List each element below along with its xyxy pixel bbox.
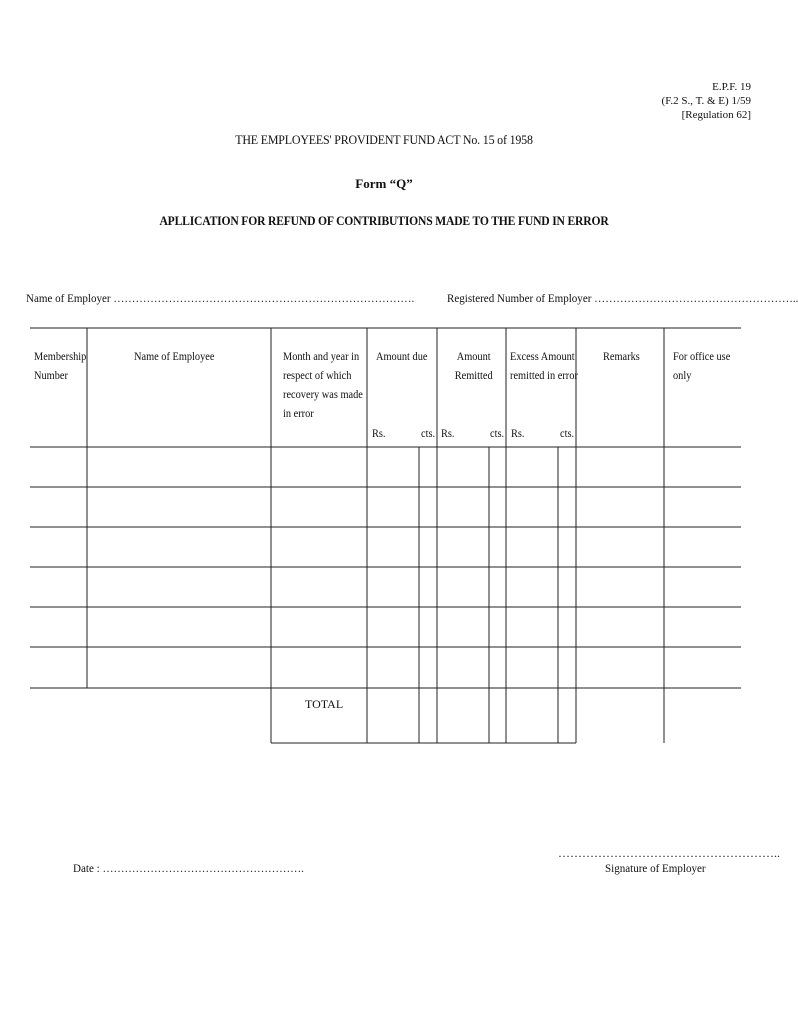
header-remarks: Remarks xyxy=(603,351,640,363)
application-title: APLLICATION FOR REFUND OF CONTRIBUTIONS MADE TO THE FUND IN ERROR xyxy=(159,214,609,228)
date-blank[interactable]: ………………………………………………. xyxy=(102,861,304,875)
header-excess-amount: Excess Amount remitted in error xyxy=(510,351,578,382)
amount-due-cts: cts. xyxy=(421,428,436,440)
amount-due-rs: Rs. xyxy=(372,428,386,440)
registered-number-field[interactable] xyxy=(447,291,798,306)
signature-blank[interactable]: ……………………………………………….. xyxy=(558,846,780,860)
employer-name-label: Name of Employer xyxy=(26,291,111,305)
registered-number-blank[interactable]: ……………………………………………….. xyxy=(594,291,798,305)
header-employee-name: Name of Employee xyxy=(134,351,215,363)
excess-amount-rs: Rs. xyxy=(511,428,525,440)
act-title: THE EMPLOYEES' PROVIDENT FUND ACT No. 15 of 1958 xyxy=(235,132,533,147)
form-code: E.P.F. 19 xyxy=(712,81,751,93)
employer-name-field[interactable] xyxy=(26,291,414,306)
signature-label: Signature of Employer xyxy=(605,861,706,875)
employer-name-blank[interactable]: ………………………………………………………………………. xyxy=(113,291,415,305)
amount-remitted-cts: cts. xyxy=(490,428,505,440)
header-amount-remitted: Amount Remitted xyxy=(454,351,493,382)
form-title: Form “Q” xyxy=(355,176,413,191)
registered-number-label: Registered Number of Employer xyxy=(447,291,592,305)
header-month-year: Month and year in respect of which recovery was made in error xyxy=(283,351,363,420)
total-label: TOTAL xyxy=(305,697,344,711)
excess-amount-cts: cts. xyxy=(560,428,575,440)
form-series: (F.2 S., T. & E) 1/59 xyxy=(661,95,751,107)
header-membership: Membership Number xyxy=(34,351,87,382)
header-office-use: For office use only xyxy=(673,351,731,382)
form-reference xyxy=(662,80,751,122)
header-amount-due: Amount due xyxy=(376,351,428,363)
regulation-ref: [Regulation 62] xyxy=(681,109,751,121)
date-field[interactable] xyxy=(73,861,304,876)
amount-remitted-rs: Rs. xyxy=(441,428,455,440)
date-label: Date : xyxy=(73,861,100,875)
